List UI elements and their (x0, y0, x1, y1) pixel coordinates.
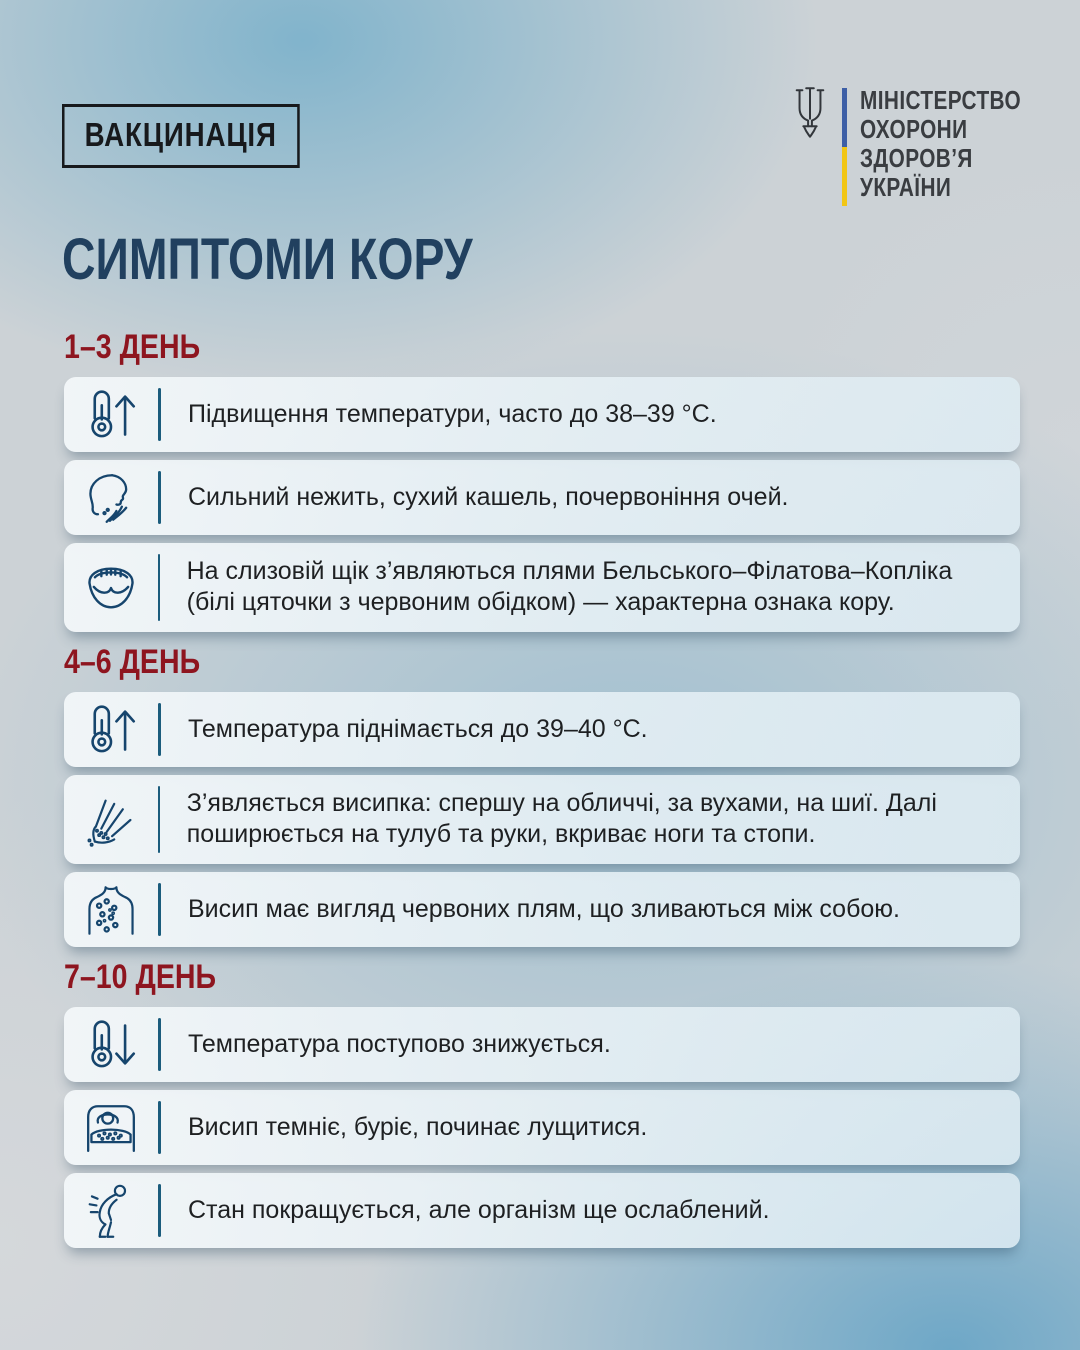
symptom-card (64, 377, 1020, 452)
card-icon-box (64, 884, 158, 936)
ministry-logo (791, 86, 1061, 206)
symptom-card (64, 775, 1020, 864)
body-rash-icon (83, 884, 139, 936)
section-heading: 4–6 ДЕНЬ (64, 643, 201, 681)
flag-bar (842, 88, 847, 206)
sections-container (64, 330, 1020, 1248)
ministry-name (860, 86, 1021, 202)
ministry-name-line: УКРАЇНИ (860, 172, 952, 202)
section-day-4-6 (64, 645, 1020, 947)
card-icon-box (64, 472, 158, 524)
section-day-1-3 (64, 330, 1020, 632)
symptom-text: Сильний нежить, сухий кашель, почервоніння очей. (188, 482, 789, 511)
symptom-text: На слизовій щік з’являються плями Бельського–Філатова–Копліка (білі цяточки з червоним обідком) — характерна ознака кору. (186, 557, 953, 616)
thermometer-down-icon (80, 1019, 142, 1071)
symptom-card (64, 1007, 1020, 1082)
symptom-text: Температура поступово знижується. (188, 1029, 611, 1058)
ministry-name-line: ЗДОРОВ’Я (860, 143, 973, 173)
symptom-text: Висип має вигляд червоних плям, що зливаються між собою. (188, 894, 900, 923)
symptom-card (64, 460, 1020, 535)
page-title: СИМПТОМИ КОРУ (62, 227, 473, 292)
symptom-text: Температура піднімається до 39–40 °C. (188, 714, 648, 743)
section-heading: 7–10 ДЕНЬ (64, 958, 217, 996)
card-icon-box (64, 1103, 158, 1153)
symptom-text: З’являється висипка: спершу на обличчі, за вухами, на шиї. Далі поширюється на тулуб та руки, вкриває ноги та стопи. (186, 789, 937, 848)
vaccination-badge-label: ВАКЦИНАЦІЯ (84, 116, 277, 153)
card-icon-box (64, 389, 158, 441)
symptom-card (64, 872, 1020, 947)
hand-rash-icon (83, 793, 139, 847)
section-day-7-10 (64, 960, 1020, 1248)
coughing-person-icon (82, 472, 140, 524)
card-icon-box (64, 564, 158, 612)
section-heading: 1–3 ДЕНЬ (64, 328, 201, 366)
symptom-card (64, 1090, 1020, 1165)
symptom-card (64, 692, 1020, 767)
card-icon-box (64, 1019, 158, 1071)
vaccination-badge (62, 104, 299, 168)
ukraine-trident-icon (791, 86, 829, 140)
weak-person-icon (85, 1183, 137, 1239)
card-icon-box (64, 704, 158, 756)
symptom-card (64, 1173, 1020, 1248)
symptom-text: Підвищення температури, часто до 38–39 °C. (188, 399, 717, 428)
symptom-card (64, 543, 1020, 632)
card-icon-box (64, 1183, 158, 1239)
symptom-text: Стан покращується, але організм ще ослаблений. (188, 1195, 770, 1224)
ministry-name-line: ОХОРОНИ (860, 114, 968, 144)
bed-rest-icon (81, 1103, 141, 1153)
open-mouth-icon (81, 564, 141, 612)
card-icon-box (64, 793, 158, 847)
symptom-text: Висип темніє, буріє, починає лущитися. (188, 1112, 648, 1141)
thermometer-up-icon (80, 389, 142, 441)
thermometer-up-icon (80, 704, 142, 756)
ministry-name-line: МІНІСТЕРСТВО (860, 85, 1022, 115)
